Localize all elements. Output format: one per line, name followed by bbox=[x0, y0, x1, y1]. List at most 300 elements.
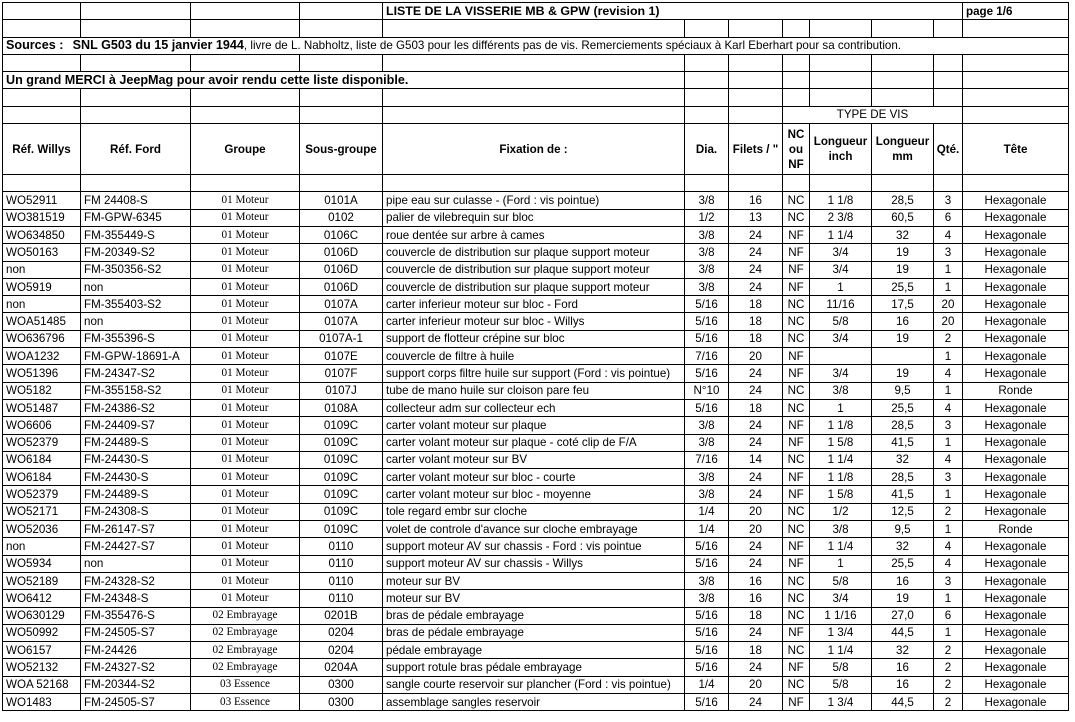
cell-longueur-mm: 32 bbox=[872, 226, 934, 243]
table-row bbox=[3, 313, 1069, 330]
cell-ref-ford: FM-24426 bbox=[81, 642, 191, 659]
cell-tete: Hexagonale bbox=[963, 226, 1069, 243]
cell-fixation: carter inferieur moteur sur bloc - Willys bbox=[383, 313, 685, 330]
table-row bbox=[3, 261, 1069, 278]
cell-ref-willys: WO636796 bbox=[3, 330, 81, 347]
cell-ref-willys: WO6184 bbox=[3, 451, 81, 468]
table-row bbox=[3, 348, 1069, 365]
cell-longueur-mm: 19 bbox=[872, 261, 934, 278]
cell-ref-willys: WO50163 bbox=[3, 244, 81, 261]
cell-fixation: assemblage sangles reservoir bbox=[383, 693, 685, 710]
table-row bbox=[3, 590, 1069, 607]
cell-qte: 1 bbox=[934, 382, 963, 399]
header-spacer-row bbox=[3, 175, 1069, 192]
cell-groupe: 01 Moteur bbox=[191, 313, 300, 330]
cell-qte: 4 bbox=[934, 399, 963, 416]
cell-ref-willys: WOA51485 bbox=[3, 313, 81, 330]
cell-ref-willys: WO5919 bbox=[3, 278, 81, 295]
cell-fixation: moteur sur BV bbox=[383, 572, 685, 589]
cell-qte: 1 bbox=[934, 278, 963, 295]
cell-dia: 5/16 bbox=[685, 330, 729, 347]
cell-dia: 3/8 bbox=[685, 244, 729, 261]
cell-filets: 16 bbox=[729, 192, 783, 209]
cell-longueur-mm: 12,5 bbox=[872, 503, 934, 520]
cell-ref-willys: WO50992 bbox=[3, 624, 81, 641]
cell-longueur-inch: 1 1/4 bbox=[810, 642, 872, 659]
cell-longueur-mm: 41,5 bbox=[872, 486, 934, 503]
cell-filets: 14 bbox=[729, 451, 783, 468]
cell-nc-nf: NF bbox=[783, 278, 810, 295]
table-row bbox=[3, 624, 1069, 641]
header-dia: Dia. bbox=[685, 124, 729, 175]
cell-fixation: couvercle de distribution sur plaque support moteur bbox=[383, 278, 685, 295]
cell-nc-nf: NF bbox=[783, 261, 810, 278]
cell-ref-ford: FM-GPW-18691-A bbox=[81, 348, 191, 365]
cell-longueur-mm: 16 bbox=[872, 313, 934, 330]
cell-qte: 6 bbox=[934, 607, 963, 624]
cell-sous-groupe: 0109C bbox=[300, 469, 383, 486]
cell-qte: 4 bbox=[934, 226, 963, 243]
column-header-row bbox=[3, 124, 1069, 175]
cell-longueur-mm: 19 bbox=[872, 244, 934, 261]
cell-filets: 24 bbox=[729, 624, 783, 641]
cell-longueur-mm: 9,5 bbox=[872, 521, 934, 538]
cell-sous-groupe: 0110 bbox=[300, 538, 383, 555]
type-de-vis-header: TYPE DE VIS bbox=[783, 106, 963, 123]
table-row bbox=[3, 659, 1069, 676]
cell-qte: 4 bbox=[934, 538, 963, 555]
header-tete: Tête bbox=[963, 124, 1069, 175]
cell-dia: 5/16 bbox=[685, 365, 729, 382]
cell-sous-groupe: 0107J bbox=[300, 382, 383, 399]
cell-sous-groupe: 0109C bbox=[300, 434, 383, 451]
cell-ref-willys: WO5934 bbox=[3, 555, 81, 572]
cell-longueur-mm: 25,5 bbox=[872, 555, 934, 572]
cell-ref-ford: FM-24427-S7 bbox=[81, 538, 191, 555]
cell-dia: 3/8 bbox=[685, 226, 729, 243]
cell-ref-willys: non bbox=[3, 261, 81, 278]
header-nc-line2: ou bbox=[788, 142, 804, 156]
header-longueur-inch bbox=[810, 124, 872, 175]
cell-sous-groupe: 0109C bbox=[300, 417, 383, 434]
blank-row-top bbox=[3, 3, 1069, 20]
cell-filets: 18 bbox=[729, 313, 783, 330]
cell-longueur-inch: 3/8 bbox=[810, 521, 872, 538]
cell-groupe: 01 Moteur bbox=[191, 399, 300, 416]
header-longueur-mm-line1: Longueur bbox=[875, 135, 930, 149]
cell-nc-nf: NC bbox=[783, 330, 810, 347]
cell-filets: 24 bbox=[729, 226, 783, 243]
cell-groupe: 01 Moteur bbox=[191, 486, 300, 503]
cell-qte: 2 bbox=[934, 642, 963, 659]
cell-groupe: 01 Moteur bbox=[191, 261, 300, 278]
cell-ref-ford: FM-24505-S7 bbox=[81, 624, 191, 641]
cell-groupe: 02 Embrayage bbox=[191, 659, 300, 676]
header-longueur-inch-line1: Longueur bbox=[813, 135, 868, 149]
cell-filets: 24 bbox=[729, 417, 783, 434]
cell-filets: 24 bbox=[729, 469, 783, 486]
cell-longueur-inch: 1 1/8 bbox=[810, 469, 872, 486]
cell-longueur-mm: 28,5 bbox=[872, 469, 934, 486]
cell-ref-ford: FM 24408-S bbox=[81, 192, 191, 209]
cell-longueur-inch: 3/4 bbox=[810, 365, 872, 382]
cell-nc-nf: NC bbox=[783, 399, 810, 416]
cell-fixation: support rotule bras pédale embrayage bbox=[383, 659, 685, 676]
cell-longueur-mm: 27,0 bbox=[872, 607, 934, 624]
cell-qte: 1 bbox=[934, 486, 963, 503]
cell-longueur-mm: 44,5 bbox=[872, 624, 934, 641]
cell-sous-groupe: 0204A bbox=[300, 659, 383, 676]
header-fixation: Fixation de : bbox=[383, 124, 685, 175]
cell-fixation: sangle courte reservoir sur plancher (Ford : vis pointue) bbox=[383, 676, 685, 693]
cell-ref-ford: FM-355476-S bbox=[81, 607, 191, 624]
cell-groupe: 01 Moteur bbox=[191, 469, 300, 486]
cell-ref-willys: WO52379 bbox=[3, 486, 81, 503]
cell-ref-ford: FM-26147-S7 bbox=[81, 521, 191, 538]
blank-row bbox=[3, 89, 1069, 106]
cell-groupe: 01 Moteur bbox=[191, 192, 300, 209]
cell-fixation: carter volant moteur sur plaque bbox=[383, 417, 685, 434]
cell-longueur-inch: 3/4 bbox=[810, 244, 872, 261]
cell-fixation: carter volant moteur sur bloc - courte bbox=[383, 469, 685, 486]
cell-filets: 18 bbox=[729, 399, 783, 416]
sources-row bbox=[3, 37, 1069, 54]
cell-sous-groupe: 0300 bbox=[300, 676, 383, 693]
cell-qte: 4 bbox=[934, 555, 963, 572]
cell-qte: 1 bbox=[934, 624, 963, 641]
cell-sous-groupe: 0109C bbox=[300, 486, 383, 503]
cell-filets: 13 bbox=[729, 209, 783, 226]
cell-groupe: 01 Moteur bbox=[191, 417, 300, 434]
cell-groupe: 02 Embrayage bbox=[191, 642, 300, 659]
cell-ref-willys: WO52036 bbox=[3, 521, 81, 538]
cell-ref-willys: WO52132 bbox=[3, 659, 81, 676]
cell-ref-ford: FM-24489-S bbox=[81, 434, 191, 451]
cell-tete: Hexagonale bbox=[963, 486, 1069, 503]
table-row bbox=[3, 330, 1069, 347]
header-qte: Qté. bbox=[934, 124, 963, 175]
cell-ref-ford: FM-24328-S2 bbox=[81, 572, 191, 589]
cell-groupe: 01 Moteur bbox=[191, 434, 300, 451]
cell-ref-ford: FM-24327-S2 bbox=[81, 659, 191, 676]
table-row bbox=[3, 434, 1069, 451]
cell-fixation: bras de pédale embrayage bbox=[383, 607, 685, 624]
cell-dia: 5/16 bbox=[685, 693, 729, 710]
cell-tete: Hexagonale bbox=[963, 261, 1069, 278]
cell-nc-nf: NF bbox=[783, 624, 810, 641]
cell-sous-groupe: 0107A-1 bbox=[300, 330, 383, 347]
cell-longueur-inch: 1 3/4 bbox=[810, 624, 872, 641]
cell-ref-ford: FM-24409-S7 bbox=[81, 417, 191, 434]
cell-ref-willys: WOA1232 bbox=[3, 348, 81, 365]
cell-dia: 5/16 bbox=[685, 313, 729, 330]
cell-sous-groupe: 0101A bbox=[300, 192, 383, 209]
cell-nc-nf: NF bbox=[783, 417, 810, 434]
cell-longueur-mm bbox=[872, 348, 934, 365]
cell-ref-ford: FM-24430-S bbox=[81, 451, 191, 468]
cell-dia: 3/8 bbox=[685, 417, 729, 434]
cell-longueur-inch: 3/4 bbox=[810, 330, 872, 347]
cell-qte: 2 bbox=[934, 676, 963, 693]
header-ref-ford: Réf. Ford bbox=[81, 124, 191, 175]
cell-filets: 20 bbox=[729, 676, 783, 693]
cell-tete: Hexagonale bbox=[963, 693, 1069, 710]
cell-longueur-mm: 25,5 bbox=[872, 399, 934, 416]
table-row bbox=[3, 503, 1069, 520]
cell-dia: 3/8 bbox=[685, 278, 729, 295]
cell-tete: Hexagonale bbox=[963, 278, 1069, 295]
cell-nc-nf: NF bbox=[783, 659, 810, 676]
cell-filets: 24 bbox=[729, 244, 783, 261]
cell-longueur-mm: 19 bbox=[872, 590, 934, 607]
cell-longueur-inch: 1 1/4 bbox=[810, 226, 872, 243]
cell-dia: 5/16 bbox=[685, 642, 729, 659]
cell-sous-groupe: 0106D bbox=[300, 244, 383, 261]
cell-sous-groupe: 0204 bbox=[300, 642, 383, 659]
cell-dia: 5/16 bbox=[685, 659, 729, 676]
cell-tete: Ronde bbox=[963, 521, 1069, 538]
table-row bbox=[3, 555, 1069, 572]
cell-tete: Hexagonale bbox=[963, 676, 1069, 693]
cell-tete: Hexagonale bbox=[963, 451, 1069, 468]
table-row bbox=[3, 538, 1069, 555]
table-row bbox=[3, 693, 1069, 710]
table-row bbox=[3, 192, 1069, 209]
cell-filets: 24 bbox=[729, 434, 783, 451]
cell-dia: 3/8 bbox=[685, 434, 729, 451]
header-longueur-mm bbox=[872, 124, 934, 175]
cell-nc-nf: NF bbox=[783, 693, 810, 710]
cell-qte: 1 bbox=[934, 434, 963, 451]
cell-ref-ford: FM-24347-S2 bbox=[81, 365, 191, 382]
cell-dia: 3/8 bbox=[685, 486, 729, 503]
table-row bbox=[3, 607, 1069, 624]
table-row bbox=[3, 521, 1069, 538]
cell-ref-willys: WO634850 bbox=[3, 226, 81, 243]
cell-longueur-inch: 5/8 bbox=[810, 572, 872, 589]
cell-longueur-mm: 28,5 bbox=[872, 417, 934, 434]
cell-nc-nf: NF bbox=[783, 244, 810, 261]
type-header-row bbox=[3, 106, 1069, 123]
cell-dia: 5/16 bbox=[685, 538, 729, 555]
cell-fixation: tube de mano huile sur cloison pare feu bbox=[383, 382, 685, 399]
cell-fixation: support de flotteur crépine sur bloc bbox=[383, 330, 685, 347]
cell-longueur-inch: 3/4 bbox=[810, 590, 872, 607]
cell-fixation: support moteur AV sur chassis - Willys bbox=[383, 555, 685, 572]
cell-groupe: 01 Moteur bbox=[191, 226, 300, 243]
cell-longueur-inch: 5/8 bbox=[810, 313, 872, 330]
cell-ref-willys: WO52189 bbox=[3, 572, 81, 589]
cell-groupe: 01 Moteur bbox=[191, 330, 300, 347]
cell-groupe: 01 Moteur bbox=[191, 590, 300, 607]
cell-fixation: support corps filtre huile sur support (Ford : vis pointue) bbox=[383, 365, 685, 382]
cell-tete: Ronde bbox=[963, 382, 1069, 399]
cell-filets: 16 bbox=[729, 590, 783, 607]
cell-tete: Hexagonale bbox=[963, 330, 1069, 347]
cell-longueur-mm: 32 bbox=[872, 538, 934, 555]
sources-doc: SNL G503 du 15 janvier 1944 bbox=[72, 38, 244, 53]
cell-ref-ford: FM-24386-S2 bbox=[81, 399, 191, 416]
cell-sous-groupe: 0110 bbox=[300, 572, 383, 589]
cell-ref-ford: FM-355396-S bbox=[81, 330, 191, 347]
cell-groupe: 01 Moteur bbox=[191, 348, 300, 365]
cell-sous-groupe: 0106D bbox=[300, 261, 383, 278]
cell-fixation: couvercle de distribution sur plaque support moteur bbox=[383, 244, 685, 261]
page-number: page 1/6 bbox=[963, 3, 1069, 20]
cell-dia: 1/4 bbox=[685, 676, 729, 693]
cell-dia: 5/16 bbox=[685, 624, 729, 641]
cell-fixation: volet de controle d'avance sur cloche embrayage bbox=[383, 521, 685, 538]
cell-nc-nf: NC bbox=[783, 521, 810, 538]
cell-dia: 5/16 bbox=[685, 607, 729, 624]
cell-fixation: carter volant moteur sur plaque - coté clip de F/A bbox=[383, 434, 685, 451]
cell-groupe: 01 Moteur bbox=[191, 555, 300, 572]
cell-sous-groupe: 0102 bbox=[300, 209, 383, 226]
cell-longueur-inch: 1 1/4 bbox=[810, 538, 872, 555]
cell-sous-groupe: 0300 bbox=[300, 693, 383, 710]
cell-longueur-inch: 5/8 bbox=[810, 676, 872, 693]
cell-ref-willys: WO51396 bbox=[3, 365, 81, 382]
cell-ref-willys: WO630129 bbox=[3, 607, 81, 624]
cell-longueur-mm: 32 bbox=[872, 642, 934, 659]
sheet-title: LISTE DE LA VISSERIE MB & GPW (revision 1) bbox=[383, 3, 963, 20]
cell-ref-willys: WO1483 bbox=[3, 693, 81, 710]
cell-filets: 18 bbox=[729, 330, 783, 347]
cell-groupe: 02 Embrayage bbox=[191, 624, 300, 641]
cell-ref-willys: non bbox=[3, 538, 81, 555]
cell-longueur-inch: 2 3/8 bbox=[810, 209, 872, 226]
table-row bbox=[3, 209, 1069, 226]
cell-ref-willys: WO6184 bbox=[3, 469, 81, 486]
cell-dia: 5/16 bbox=[685, 296, 729, 313]
cell-ref-willys: WO381519 bbox=[3, 209, 81, 226]
cell-qte: 1 bbox=[934, 590, 963, 607]
cell-longueur-mm: 9,5 bbox=[872, 382, 934, 399]
cell-nc-nf: NF bbox=[783, 486, 810, 503]
cell-filets: 18 bbox=[729, 642, 783, 659]
cell-longueur-inch: 1 3/4 bbox=[810, 693, 872, 710]
cell-longueur-mm: 17,5 bbox=[872, 296, 934, 313]
cell-groupe: 01 Moteur bbox=[191, 209, 300, 226]
cell-longueur-inch: 1 1/4 bbox=[810, 451, 872, 468]
cell-tete: Hexagonale bbox=[963, 624, 1069, 641]
cell-ref-ford: FM-355403-S2 bbox=[81, 296, 191, 313]
cell-groupe: 01 Moteur bbox=[191, 278, 300, 295]
table-row bbox=[3, 399, 1069, 416]
cell-dia: 3/8 bbox=[685, 469, 729, 486]
cell-nc-nf: NC bbox=[783, 382, 810, 399]
cell-tete: Hexagonale bbox=[963, 642, 1069, 659]
cell-filets: 24 bbox=[729, 486, 783, 503]
cell-filets: 16 bbox=[729, 572, 783, 589]
data-rows bbox=[3, 192, 1069, 711]
header-ref-willys: Réf. Willys bbox=[3, 124, 81, 175]
cell-nc-nf: NC bbox=[783, 192, 810, 209]
cell-groupe: 01 Moteur bbox=[191, 296, 300, 313]
cell-fixation: support moteur AV sur chassis - Ford : vis pointue bbox=[383, 538, 685, 555]
cell-sous-groupe: 0107E bbox=[300, 348, 383, 365]
cell-groupe: 01 Moteur bbox=[191, 521, 300, 538]
table-row bbox=[3, 642, 1069, 659]
cell-longueur-mm: 44,5 bbox=[872, 693, 934, 710]
cell-longueur-inch: 3/8 bbox=[810, 382, 872, 399]
cell-fixation: pédale embrayage bbox=[383, 642, 685, 659]
header-nc-nf bbox=[783, 124, 810, 175]
cell-ref-willys: non bbox=[3, 296, 81, 313]
cell-dia: 3/8 bbox=[685, 590, 729, 607]
cell-longueur-mm: 28,5 bbox=[872, 192, 934, 209]
cell-ref-willys: WO6157 bbox=[3, 642, 81, 659]
cell-ref-ford: FM-24489-S bbox=[81, 486, 191, 503]
table-row bbox=[3, 382, 1069, 399]
cell-dia: 3/8 bbox=[685, 192, 729, 209]
cell-sous-groupe: 0109C bbox=[300, 521, 383, 538]
cell-longueur-mm: 16 bbox=[872, 676, 934, 693]
cell-longueur-mm: 16 bbox=[872, 572, 934, 589]
thanks-text: Un grand MERCI à JeepMag pour avoir rendu cette liste disponible. bbox=[3, 72, 685, 89]
cell-ref-ford: FM-GPW-6345 bbox=[81, 209, 191, 226]
screw-list-sheet bbox=[2, 2, 1069, 711]
blank-row bbox=[3, 20, 1069, 37]
cell-tete: Hexagonale bbox=[963, 538, 1069, 555]
cell-qte: 6 bbox=[934, 209, 963, 226]
cell-dia: 3/8 bbox=[685, 572, 729, 589]
table-row bbox=[3, 365, 1069, 382]
cell-tete: Hexagonale bbox=[963, 469, 1069, 486]
cell-tete: Hexagonale bbox=[963, 192, 1069, 209]
cell-nc-nf: NC bbox=[783, 451, 810, 468]
cell-qte: 4 bbox=[934, 365, 963, 382]
cell-sous-groupe: 0107A bbox=[300, 313, 383, 330]
cell-tete: Hexagonale bbox=[963, 417, 1069, 434]
cell-longueur-inch: 1 bbox=[810, 399, 872, 416]
cell-longueur-mm: 60,5 bbox=[872, 209, 934, 226]
cell-qte: 2 bbox=[934, 330, 963, 347]
cell-nc-nf: NF bbox=[783, 538, 810, 555]
cell-qte: 20 bbox=[934, 313, 963, 330]
cell-nc-nf: NC bbox=[783, 313, 810, 330]
cell-filets: 24 bbox=[729, 555, 783, 572]
cell-qte: 2 bbox=[934, 503, 963, 520]
table-row bbox=[3, 486, 1069, 503]
cell-longueur-inch: 1 1/16 bbox=[810, 607, 872, 624]
blank-row bbox=[3, 54, 1069, 71]
cell-qte: 4 bbox=[934, 451, 963, 468]
cell-groupe: 02 Embrayage bbox=[191, 607, 300, 624]
cell-groupe: 01 Moteur bbox=[191, 244, 300, 261]
table-row bbox=[3, 417, 1069, 434]
header-longueur-inch-line2: inch bbox=[828, 150, 853, 164]
cell-nc-nf: NF bbox=[783, 469, 810, 486]
table-row bbox=[3, 572, 1069, 589]
cell-nc-nf: NC bbox=[783, 572, 810, 589]
cell-sous-groupe: 0107F bbox=[300, 365, 383, 382]
cell-dia: 7/16 bbox=[685, 348, 729, 365]
cell-qte: 3 bbox=[934, 244, 963, 261]
cell-longueur-inch: 1 bbox=[810, 278, 872, 295]
cell-nc-nf: NC bbox=[783, 209, 810, 226]
cell-sous-groupe: 0204 bbox=[300, 624, 383, 641]
cell-dia: 1/4 bbox=[685, 521, 729, 538]
header-nc-line1: NC bbox=[787, 127, 805, 141]
cell-filets: 20 bbox=[729, 521, 783, 538]
cell-groupe: 03 Essence bbox=[191, 693, 300, 710]
cell-sous-groupe: 0109C bbox=[300, 503, 383, 520]
cell-fixation: couvercle de filtre à huile bbox=[383, 348, 685, 365]
cell-fixation: carter volant moteur sur BV bbox=[383, 451, 685, 468]
cell-dia: N°10 bbox=[685, 382, 729, 399]
cell-qte: 2 bbox=[934, 693, 963, 710]
